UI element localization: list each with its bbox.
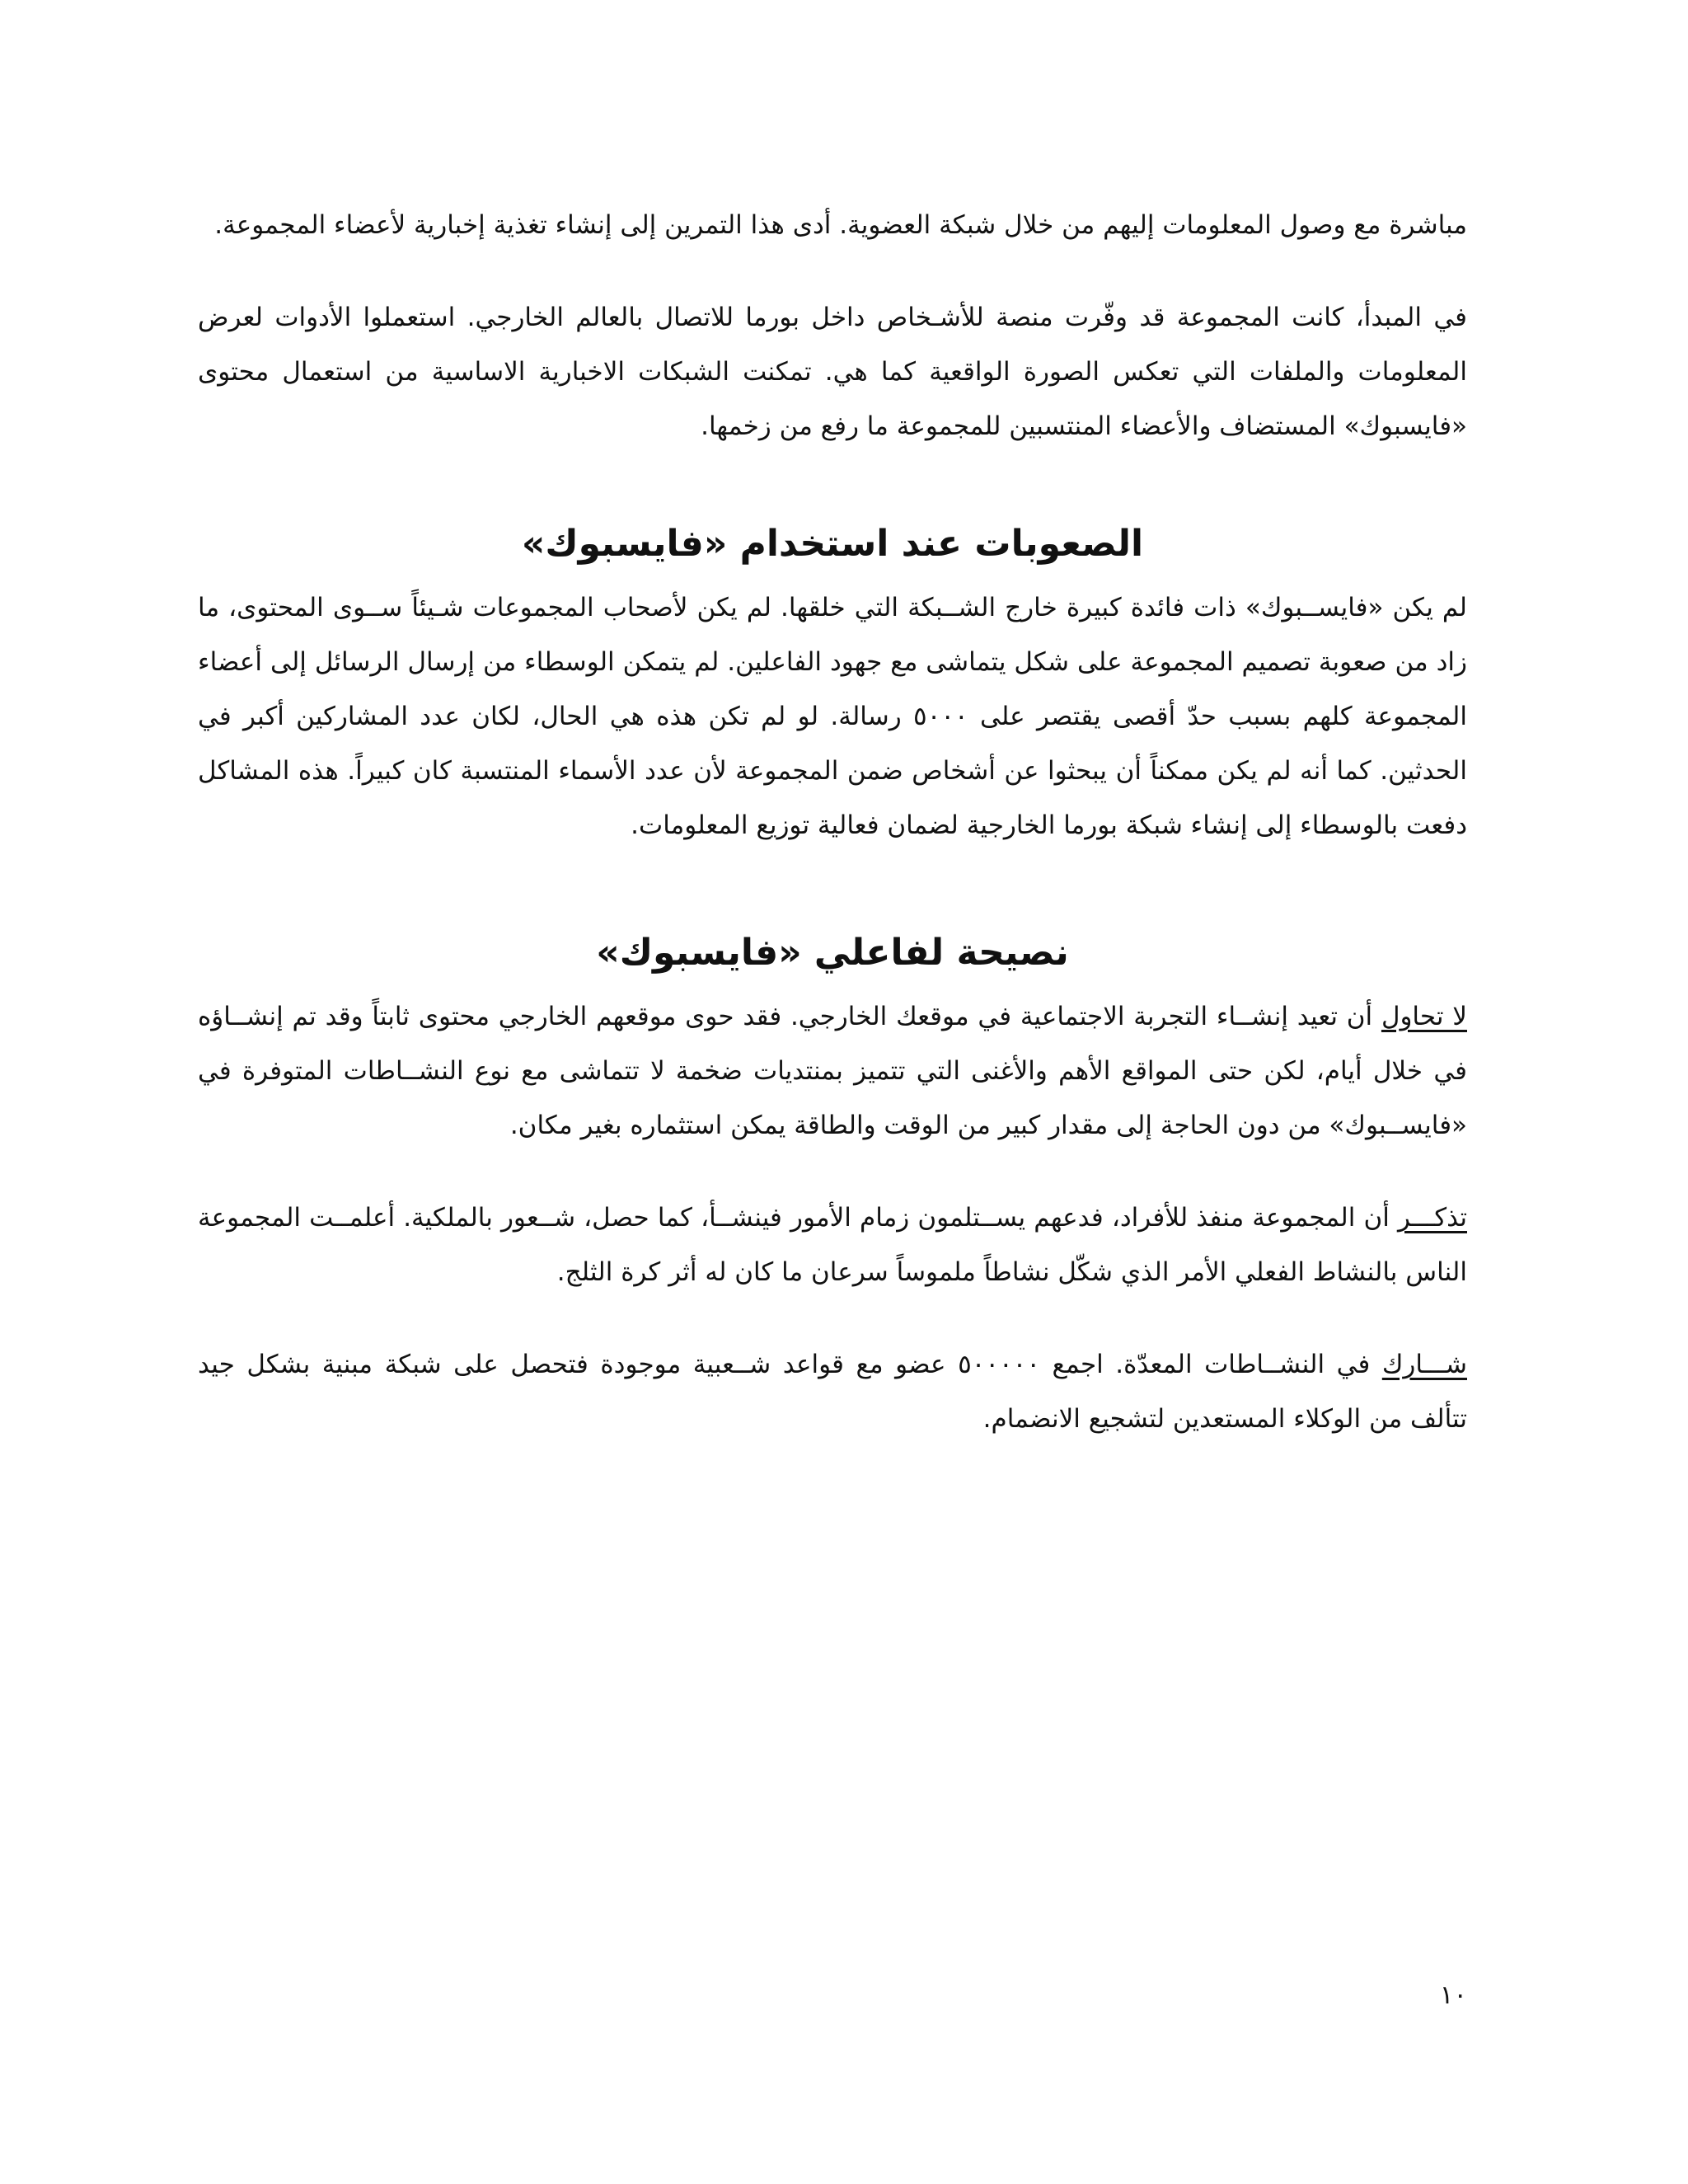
tip-text-participate: في النشــاطات المعدّة. اجمع ٥٠٠٠٠٠ عضو مع قواعد شــعبية موجودة فتحصل على شبكة مبنية بشكل جيد تتألف من الوكلاء المستعدين لتشجيع الانضمام.: [198, 1350, 1467, 1434]
document-page: [198, 198, 1467, 1446]
tip-dont-try: [198, 989, 1467, 1153]
paragraph-difficulties: لم يكن «فايســبوك» ذات فائدة كبيرة خارج الشــبكة التي خلقها. لم يكن لأصحاب المجموعات شـيئاً ســوى المحتوى، ما زاد من صعوبة تصميم المجموعة على شكل يتماشى مع جهود الفاعلين. لم يتمكن الوسطاء من إرسال الرسائل إلى أعضاء المجموعة كلهم بسبب حدّ أقصى يقتصر على ٥٠٠٠ رسالة. لو لم تكن هذه هي الحال، لكان عدد المشاركين أكبر في الحدثين. كما أنه لم يكن ممكناً أن يبحثوا عن أشخاص ضمن المجموعة لأن عدد الأسماء المنتسبة كان كبيراً. هذه المشاكل دفعت بالوسطاء إلى إنشاء شبكة بورما الخارجية لضمان فعالية توزيع المعلومات.: [198, 593, 1467, 840]
tip-lead-remember: تذكـــر: [1397, 1203, 1467, 1233]
section-heading-difficulties: الصعوبات عند استخدام «فايسبوك»: [521, 523, 1144, 565]
tip-text-dont-try: أن تعيد إنشــاء التجربة الاجتماعية في موقعك الخارجي. فقد حوى موقعهم الخارجي محتوى ثابتاً وقد تم إنشــاؤه في خلال أيام، لكن حتى المواقع الأهم والأغنى التي تتميز بمنتديات ضخمة لا تتماشى مع نوع النشــاطات المتوفرة في «فايســبوك» من دون الحاجة إلى مقدار كبير من الوقت والطاقة يمكن استثماره بغير مكان.: [198, 1002, 1467, 1140]
tip-lead-dont-try: لا تحاول: [1381, 1002, 1467, 1031]
tip-remember: [198, 1191, 1467, 1299]
paragraph-platform-overview: في المبدأ، كانت المجموعة قد وفّرت منصة للأشـخاص داخل بورما للاتصال بالعالم الخارجي. استعملوا الأدوات لعرض المعلومات والملفات التي تعكس الصورة الواقعية كما هي. تمكنت الشبكات الاخبارية الاساسية من استعمال محتوى «فايسبوك» المستضاف والأعضاء المنتسبين للمجموعة ما رفع من زخمها.: [198, 303, 1467, 441]
tip-lead-participate: شـــارك: [1381, 1350, 1467, 1379]
page-number: ١٠: [1439, 1980, 1467, 2010]
tip-participate: [198, 1337, 1467, 1446]
section-heading-advice: نصيحة لفاعلي «فايسبوك»: [596, 932, 1069, 974]
paragraph-intro-continuation: مباشرة مع وصول المعلومات إليهم من خلال شبكة العضوية. أدى هذا التمرين إلى إنشاء تغذية إخبارية لأعضاء المجموعة.: [214, 210, 1467, 240]
tip-text-remember: أن المجموعة منفذ للأفراد، فدعهم يســتلمون زمام الأمور فينشــأ، كما حصل، شــعور بالملكية. أعلمــت المجموعة الناس بالنشاط الفعلي الأمر الذي شكّل نشاطاً ملموساً سرعان ما كان له أثر كرة الثلج.: [198, 1203, 1467, 1287]
